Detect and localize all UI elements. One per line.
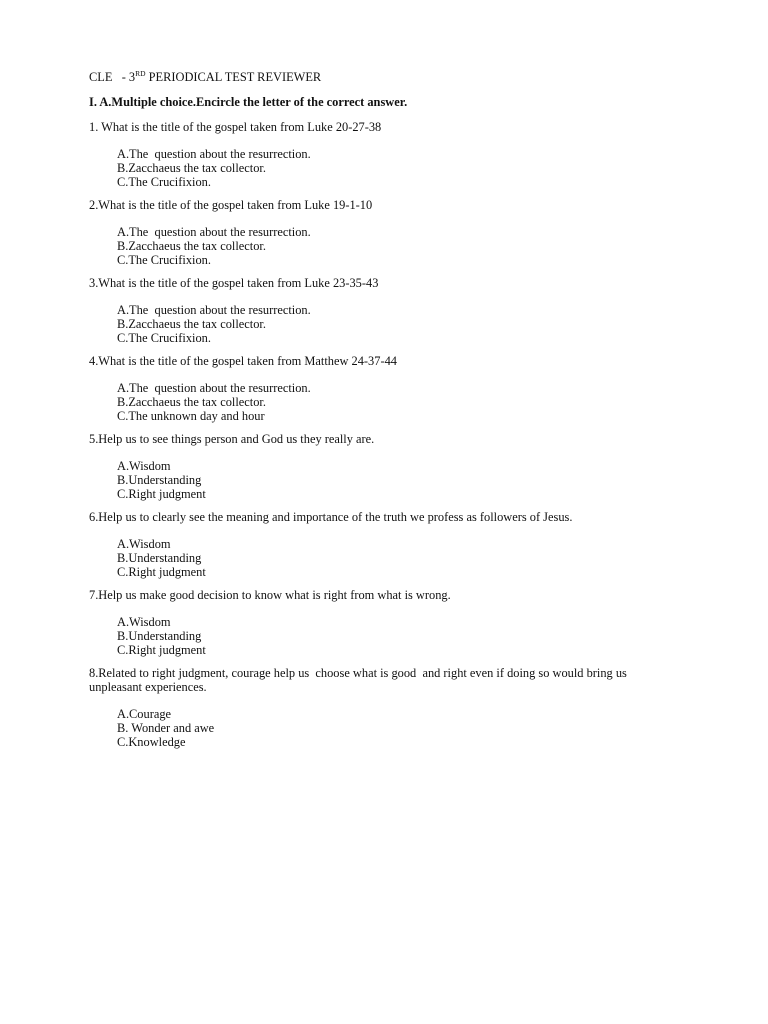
choice-a: A.Courage (117, 707, 172, 721)
choice-a: A.The question about the resurrection. (117, 381, 311, 395)
title-prefix: CLE - 3 (89, 70, 136, 84)
choice-list (117, 459, 669, 501)
question-text: 3.What is the title of the gospel taken from Luke 23-35-43 (89, 276, 379, 290)
question-6 (89, 510, 669, 579)
choice-c: C.Right judgment (117, 487, 206, 501)
choice-list (117, 537, 669, 579)
choice-a: A.The question about the resurrection. (117, 225, 311, 239)
choice-list (117, 147, 669, 189)
choice-b: B.Understanding (117, 473, 202, 487)
choice-a: A.Wisdom (117, 537, 171, 551)
question-text: 4.What is the title of the gospel taken from Matthew 24-37-44 (89, 354, 397, 368)
question-text: 2.What is the title of the gospel taken from Luke 19-1-10 (89, 198, 373, 212)
question-1 (89, 120, 669, 189)
question-4 (89, 354, 669, 423)
document-body (89, 70, 669, 758)
choice-b: B.Understanding (117, 629, 202, 643)
question-5 (89, 432, 669, 501)
question-text: 1. What is the title of the gospel taken from Luke 20-27-38 (89, 120, 382, 134)
choice-b: B.Zacchaeus the tax collector. (117, 161, 266, 175)
question-text: 7.Help us make good decision to know what is right from what is wrong. (89, 588, 451, 602)
choice-c: C.The unknown day and hour (117, 409, 265, 423)
choice-a: A.Wisdom (117, 615, 171, 629)
choice-list (117, 303, 669, 345)
choice-b: B.Zacchaeus the tax collector. (117, 395, 266, 409)
choice-a: A.The question about the resurrection. (117, 303, 311, 317)
question-8 (89, 666, 669, 749)
choice-c: C.Right judgment (117, 643, 206, 657)
question-text: 5.Help us to see things person and God us they really are. (89, 432, 375, 446)
choice-list (117, 707, 669, 749)
choice-list (117, 381, 669, 423)
choice-list (117, 225, 669, 267)
document-title (89, 70, 669, 84)
section-heading: I. A.Multiple choice.Encircle the letter of the correct answer. (89, 95, 408, 109)
question-2 (89, 198, 669, 267)
choice-c: C.The Crucifixion. (117, 175, 211, 189)
choice-c: C.The Crucifixion. (117, 331, 211, 345)
choice-b: B.Zacchaeus the tax collector. (117, 317, 266, 331)
choice-a: A.The question about the resurrection. (117, 147, 311, 161)
question-text: 6.Help us to clearly see the meaning and importance of the truth we profess as followers of Jesus. (89, 510, 573, 524)
choice-b: B.Understanding (117, 551, 202, 565)
question-3 (89, 276, 669, 345)
choice-c: C.Right judgment (117, 565, 206, 579)
choice-a: A.Wisdom (117, 459, 171, 473)
title-superscript: RD (135, 69, 146, 78)
choice-b: B.Zacchaeus the tax collector. (117, 239, 266, 253)
choice-list (117, 615, 669, 657)
question-7 (89, 588, 669, 657)
choice-b: B. Wonder and awe (117, 721, 215, 735)
title-suffix: PERIODICAL TEST REVIEWER (145, 70, 322, 84)
question-text: 8.Related to right judgment, courage help us choose what is good and right even if doing so would bring us unpleasant experiences. (89, 666, 630, 694)
choice-c: C.Knowledge (117, 735, 186, 749)
choice-c: C.The Crucifixion. (117, 253, 211, 267)
